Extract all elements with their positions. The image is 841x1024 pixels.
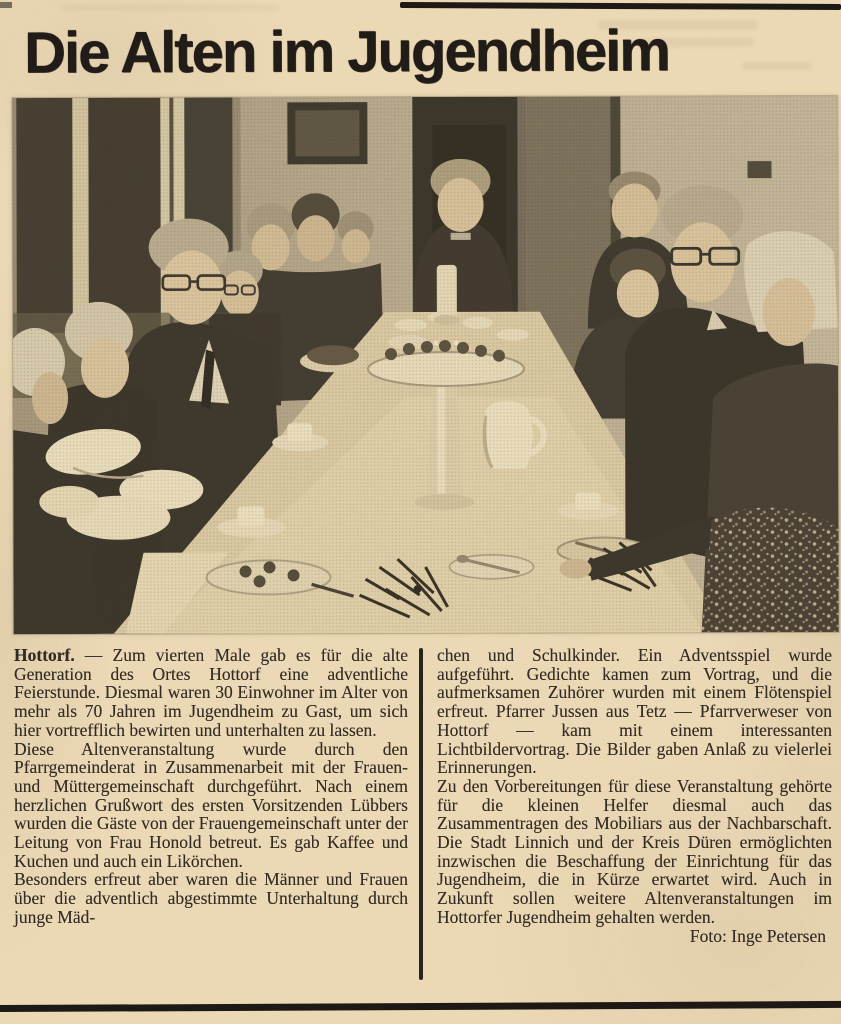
bottom-rule: [0, 1001, 841, 1012]
top-rule-fragment: [0, 2, 12, 8]
headline: Die Alten im Jugendheim: [23, 18, 669, 86]
paragraph-1-text: — Zum vierten Male gab es für die alte Generation des Ortes Hottorf eine adventliche Feierstunde. Diesmal waren 30 Einwohner im Alter von mehr als 70 Jahren im Jugendheim zu Gast, um sich hier vortrefflich bewirten und unterhalten zu lassen.: [14, 645, 408, 740]
paragraph-5: Zu den Vorbereitungen für diese Veranstaltung gehörte für die kleinen Helfer diesmal auch das Zusammentragen des Mobiliars aus der Nachbarschaft. Die Stadt Linnich und der Kreis Düren ermöglichten inzwischen die Beschaffung der Einrichtung für das Jugendheim, die in Kürze erwartet wird. Auch in Zukunft sollen weitere Altenveranstaltungen im Hottorfer Jugendheim gehalten werden.: [437, 775, 832, 927]
top-rule: [400, 2, 841, 10]
dateline: Hottorf.: [14, 645, 75, 665]
article-photo: [12, 96, 838, 634]
ink-bleed-through: [60, 4, 280, 11]
column-left: [14, 646, 408, 927]
photo-illustration: [12, 96, 838, 634]
paragraph-2: Diese Altenveranstaltung wurde durch den Pfarrgemeinderat in Zusammenarbeit mit der Frauen- und Müttergemeinschaft durchgeführt. Nach einem herzlichen Grußwort des ersten Vorsitzenden Lübbers wurden die Gäste von der Frauengemeinschaft unter der Leitung von Frau Honold betreut. Es gab Kaffee und Kuchen und auch ein Likörchen.: [14, 738, 408, 871]
column-divider: [419, 648, 423, 980]
paragraph-1: [14, 646, 408, 740]
column-right: [437, 646, 832, 945]
photo-sepia-overlay: [12, 96, 838, 634]
paragraph-3: Besonders erfreut aber waren die Männer und Frauen über die adventlich abgestimmte Unterhaltung durch junge Mäd-: [14, 869, 408, 927]
photo-credit: Foto: Inge Petersen: [689, 925, 826, 946]
paragraph-4: chen und Schulkinder. Ein Adventsspiel wurde aufgeführt. Gedichte kamen zum Vortrag, und die aufmerksamen Zuhörer wurden mit einem Flötenspiel erfreut. Pfarrer Jussen aus Tetz — Pfarrverweser von Hottorf — kam mit einem interessanten Lichtbildervortrag. Die Bilder gaben Anlaß zu vielerlei Erinnerungen.: [437, 645, 832, 778]
